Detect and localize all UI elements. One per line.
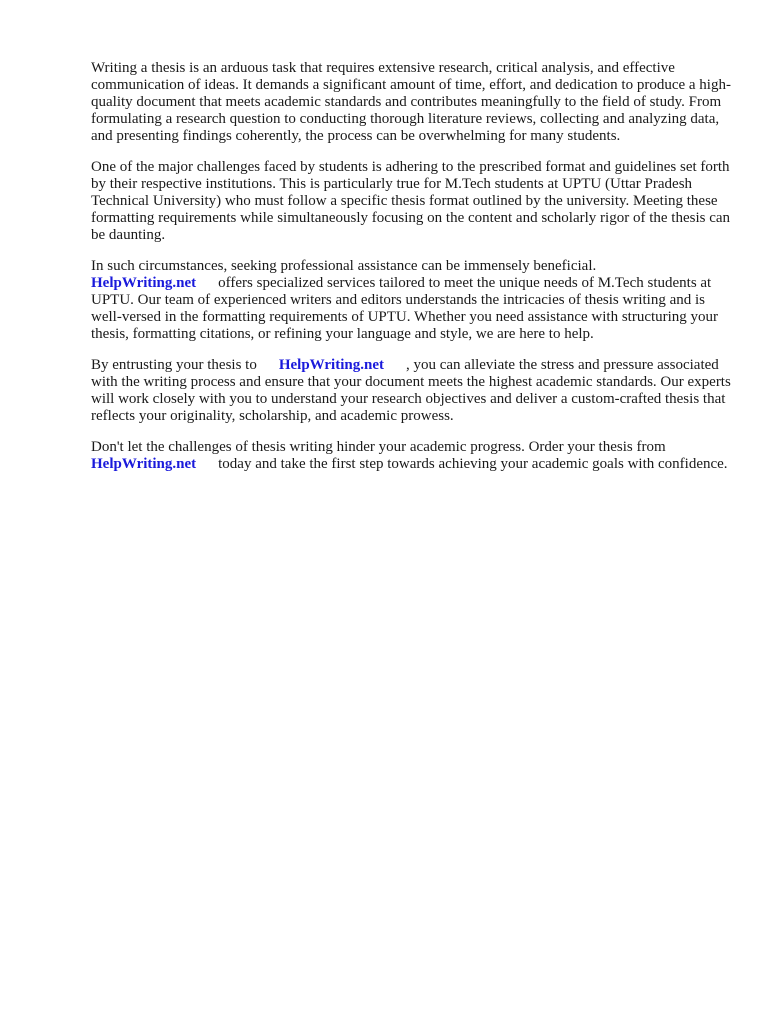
paragraph-call-to-action [91,439,731,473]
helpwriting-link[interactable]: HelpWriting.net [278,357,384,373]
paragraph-assistance [91,258,731,343]
paragraph-cta-lead: Don't let the challenges of thesis writing hinder your academic progress. Order your thesis from [91,439,666,455]
helpwriting-link[interactable]: HelpWriting.net [91,275,197,291]
paragraph-format-challenges: One of the major challenges faced by students is adhering to the prescribed format and guidelines set forth by their respective institutions. This is particularly true for M.Tech students at UPTU (Uttar Pradesh Technical University) who must follow a specific thesis format outlined by the university. Meeting these formatting requirements while simultaneously focusing on the content and scholarly rigor of the thesis can be daunting. [91,159,731,243]
paragraph-entrusting-lead: By entrusting your thesis to [91,357,257,373]
paragraph-cta-rest: today and take the first step towards achieving your academic goals with confidence. [218,456,728,472]
paragraph-assistance-rest: offers specialized services tailored to meet the unique needs of M.Tech students at UPTU. Our team of experienced writers and editors understands the intricacies of thesis writing and is well-versed in the formatting requirements of UPTU. Whether you need assistance with structuring your thesis, formatting citations, or refining your language and style, we are here to help. [91,275,719,342]
paragraph-entrusting-rest: , you can alleviate the stress and pressure associated with the writing process and ensure that your document meets the highest academic standards. Our experts will work closely with you to understand your research objectives and deliver a custom-crafted thesis that reflects your originality, scholarship, and academic prowess. [91,357,731,424]
document-page [91,60,731,487]
paragraph-assistance-lead: In such circumstances, seeking professional assistance can be immensely beneficial. [91,258,597,274]
helpwriting-link[interactable]: HelpWriting.net [91,456,197,472]
paragraph-intro: Writing a thesis is an arduous task that requires extensive research, critical analysis, and effective communication of ideas. It demands a significant amount of time, effort, and dedication to produce a high-quality document that meets academic standards and contributes meaningfully to the field of study. From formulating a research question to conducting thorough literature reviews, collecting and analyzing data, and presenting findings coherently, the process can be overwhelming for many students. [91,60,731,144]
paragraph-entrusting [91,357,731,425]
